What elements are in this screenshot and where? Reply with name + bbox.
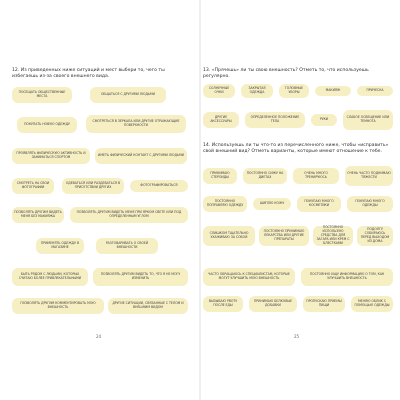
chip-option[interactable]: РУКИ xyxy=(311,114,337,126)
question-12: 12. Из приведенных ниже ситуаций и мест выбери то, чего ты избегаешь из-за своего внешнего вида. xyxy=(12,68,165,79)
chip-option[interactable]: СМОТРЕТЬСЯ В ЗЕРКАЛА ИЛИ ДРУГИЕ ОТРАЖАЮЩИЕ ПОВЕРХНОСТИ xyxy=(86,115,186,133)
chip-option[interactable]: ПРИМЕНЯТЬ ОДЕЖДУ В МАГАЗИНЕ xyxy=(36,238,84,254)
chip-option[interactable]: СЛИШКОМ ТЩАТЕЛЬНО УХАЖИВАЮ ЗА СОБОЙ xyxy=(203,226,255,246)
chip-option[interactable]: ПОСТОЯННО ПОПРАВЛЯЮ ОДЕЖДУ xyxy=(203,196,247,212)
chip-option[interactable]: ОДЕВАТЬСЯ ИЛИ РАЗДЕВАТЬСЯ В ПРИСУТСТВИИ ДРУГИХ xyxy=(62,178,124,194)
chip-option[interactable]: ПОЗВОЛЯТЬ ДРУГИМ ВИДЕТЬ МЕНЯ ПРИ ЯРКОМ СВЕТЕ ИЛИ ПОД ОПРЕДЕЛЕННЫМ УГЛОМ xyxy=(70,207,188,223)
chip-option[interactable]: СЛАБОЕ ОСВЕЩЕНИЕ ИЛИ ТЕМНОТА xyxy=(343,110,393,130)
right-page xyxy=(201,0,400,400)
chip-option[interactable]: МЕНЯЮ ОБЛИК С ПОМОЩЬЮ ОДЕЖДЫ xyxy=(351,296,393,312)
chip-option[interactable]: МАКИЯЖ xyxy=(315,86,351,96)
chip-option[interactable]: ПОЗВОЛЯТЬ ДРУГИМ КОММЕНТИРОВАТЬ МОЮ ВНЕШНОСТЬ xyxy=(12,298,104,314)
chip-option[interactable]: ВЫЗЫВАЮ РВОТУ ПОСЛЕ ЕДЫ xyxy=(203,296,243,312)
chip-option[interactable]: ОПРЕДЕЛЕННОЕ ПОЛОЖЕНИЕ ТЕЛА xyxy=(245,112,305,128)
chip-option[interactable]: ШИПЛЮ КОЖУ xyxy=(253,198,291,210)
chip-option[interactable]: ПРОПУСКАЮ ПРИЕМЫ ПИЩИ xyxy=(303,296,345,312)
chip-option[interactable]: ОБЩАТЬСЯ С ДРУГИМИ ЛЮДЬМИ xyxy=(90,87,166,103)
chip-option[interactable]: ПОСТОЯННО ИСПОЛЬЗУЮ СРЕДСТВА ДЛЯ ЗАГАРА ИЛИ КРЕМ С БЛЕСТКАМИ xyxy=(313,226,353,246)
chip-option[interactable]: ПОКУПАЮ МНОГО КОСМЕТИКИ xyxy=(297,196,341,212)
chip-option[interactable]: ПОСТОЯННО ИЩУ ИНФОРМАЦИЮ О ТОМ, КАК УЛУЧШИТЬ ВНЕШНОСТЬ xyxy=(301,268,393,286)
chip-option[interactable]: ПОКУПАТЬ НОВУЮ ОДЕЖДУ xyxy=(17,117,77,133)
chip-option[interactable]: ПОСЕЩАТЬ ОБЩЕСТВЕННЫЕ МЕСТА xyxy=(12,87,72,103)
chip-option[interactable]: БЫТЬ РЯДОМ С ЛЮДЬМИ, КОТОРЫХ СЧИТАЮ БОЛЕЕ ПРИВЛЕКАТЕЛЬНЫМИ xyxy=(12,268,88,286)
left-page xyxy=(0,0,199,400)
chip-option[interactable]: ПОСТОЯННО ПРИНИМАЮ ЛЕКАРСТВА ИЛИ ДРУГИЕ ПРЕПАРАТЫ xyxy=(259,226,309,246)
chip-option[interactable]: ПРИНИМАЮ СТЕРОИДЫ xyxy=(203,168,237,184)
chip-option[interactable]: РАЗГОВАРИВАТЬ О СВОЕЙ ВНЕШНОСТИ xyxy=(96,238,158,254)
chip-option[interactable]: ФОТОГРАФИРОВАТЬСЯ xyxy=(130,180,188,192)
page-number: 24 xyxy=(96,334,102,339)
page-number: 25 xyxy=(294,334,300,339)
chip-option[interactable]: ПОЗВОЛЯТЬ ДРУГИМ ВИДЕТЬ ТО, ЧТО Я НЕ МОГУ ИЗМЕНИТЬ xyxy=(93,268,188,286)
chip-option[interactable]: ПОДОЛГУ СОБИРАЮСЬ ПЕРЕД ВЫХОДОМ ИЗ ДОМА xyxy=(357,226,393,246)
chip-option[interactable]: ПОЗВОЛЯТЬ ДРУГИМ ВИДЕТЬ МЕНЯ БЕЗ МАКИЯЖА xyxy=(12,207,64,223)
chip-option[interactable]: ОЧЕНЬ МНОГО ТРЕНИРУЮСЬ xyxy=(293,168,339,184)
chip-option[interactable]: ОЧЕНЬ ЧАСТО ПОДНИМАЮ ТЯЖЕСТИ xyxy=(345,166,393,186)
chip-option[interactable]: СМОТРЕТЬ НА СВОИ ФОТОГРАФИИ xyxy=(12,178,54,194)
question-13: 13. «Прячешь» ли ты свою внешность? Отметь то, что используешь регулярно. xyxy=(203,68,369,79)
chip-option[interactable]: ИМЕТЬ ФИЗИЧЕСКИЙ КОНТАКТ С ДРУГИМИ ЛЮДЬМИ xyxy=(95,148,187,164)
chip-option[interactable]: СОЛНЕЧНЫЕ ОЧКИ xyxy=(203,84,235,98)
chip-option[interactable]: ЧАСТО ОБРАЩАЮСЬ К СПЕЦИАЛИСТАМ, КОТОРЫЕ МОГУТ УЛУЧШИТЬ МОЮ ВНЕШНОСТЬ xyxy=(203,268,295,286)
chip-option[interactable]: ПРИНИМАЮ БЕЛКОВЫЕ ДОБАВКИ xyxy=(249,296,297,312)
chip-option[interactable]: ПОСТОЯННО СИЖУ НА ДИЕТАХ xyxy=(243,168,287,184)
chip-option[interactable]: ГОЛОВНЫЕ УБОРЫ xyxy=(279,84,309,98)
chip-option[interactable]: ПРОЯВЛЯТЬ ФИЗИЧЕСКУЮ АКТИВНОСТЬ И ЗАНИМАТЬСЯ СПОРТОМ xyxy=(12,148,90,164)
chip-option[interactable]: ЗАКРЫТАЯ ОДЕЖДА xyxy=(241,84,273,98)
chip-option[interactable]: ДРУГИЕ АКСЕССУАРЫ xyxy=(203,112,239,128)
chip-option[interactable]: ПРИЧЕСКА xyxy=(357,86,393,96)
question-14: 14. Используешь ли ты что-то из перечисленного ниже, чтобы «исправить» свой внешний вид? Отметь варианты, которые имеют отношение к тебе. xyxy=(203,143,389,154)
chip-option[interactable]: ПОКУПАЮ МНОГО ОДЕЖДЫ xyxy=(347,196,393,212)
chip-option[interactable]: ДРУГИЕ СИТУАЦИИ, СВЯЗАННЫЕ С ТЕЛОМ И ВНЕШНИМ ВИДОМ xyxy=(108,298,188,314)
